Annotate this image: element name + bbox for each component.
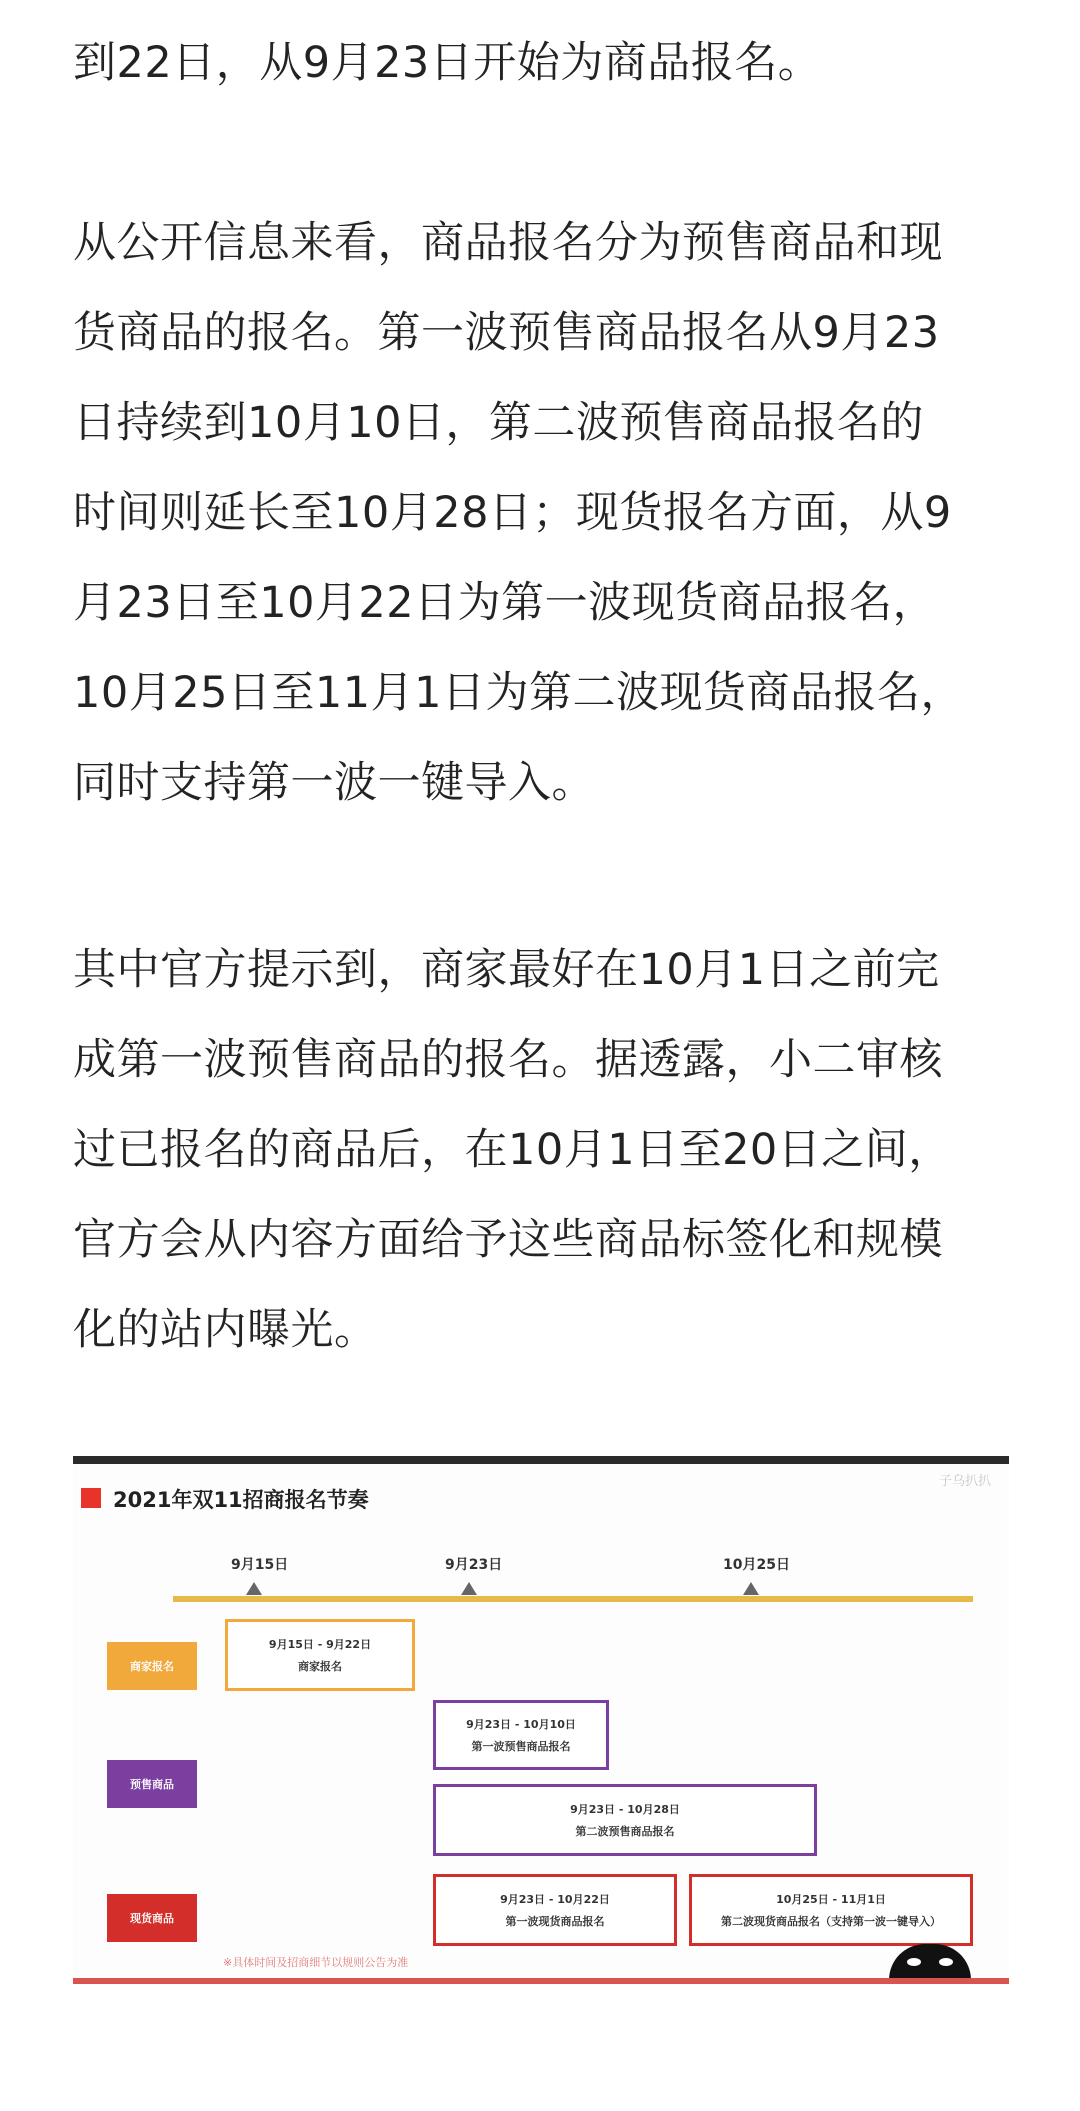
box-dates: 9月23日 - 10月10日 xyxy=(466,1718,576,1731)
timeline-marker xyxy=(461,1582,477,1595)
box-dates: 10月25日 - 11月1日 xyxy=(776,1893,886,1906)
timeline-marker xyxy=(743,1582,759,1595)
box-label: 第一波预售商品报名 xyxy=(471,1740,571,1753)
text-line: 过已报名的商品后，在10月1日至20日之间， xyxy=(73,1125,952,1175)
text-line: 化的站内曝光。 xyxy=(73,1305,378,1355)
paragraph-1 xyxy=(73,18,1013,108)
figure-title: 2021年双11招商报名节奏 xyxy=(113,1488,369,1512)
text-line: 月23日至10月22日为第一波现货商品报名， xyxy=(73,578,937,628)
text-line: 货商品的报名。第一波预售商品报名从9月23 xyxy=(73,308,940,358)
title-marker xyxy=(81,1488,101,1508)
box-label: 第二波现货商品报名（支持第一波一键导入） xyxy=(721,1915,941,1928)
figure-bottom-line xyxy=(73,1978,1009,1984)
timeline-marker xyxy=(246,1582,262,1595)
text-line: 从公开信息来看，商品报名分为预售商品和现 xyxy=(73,218,943,268)
box-presale-1 xyxy=(433,1700,609,1770)
box-dates: 9月23日 - 10月28日 xyxy=(570,1803,680,1816)
date-label: 10月25日 xyxy=(723,1557,790,1573)
box-dates: 9月23日 - 10月22日 xyxy=(500,1893,610,1906)
text-line: 10月25日至11月1日为第二波现货商品报名， xyxy=(73,668,965,718)
text-line: 官方会从内容方面给予这些商品标签化和规模 xyxy=(73,1215,943,1265)
cat-eye-icon xyxy=(939,1958,953,1966)
box-label: 商家报名 xyxy=(298,1660,342,1673)
footnote: ※具体时间及招商细节以规则公告为准 xyxy=(223,1956,409,1969)
category-merchant: 商家报名 xyxy=(107,1642,197,1690)
date-label: 9月23日 xyxy=(445,1557,503,1573)
text-line: 时间则延长至10月28日；现货报名方面，从9 xyxy=(73,488,952,538)
box-spot-2 xyxy=(689,1874,973,1946)
box-spot-1 xyxy=(433,1874,677,1946)
box-dates: 9月15日 - 9月22日 xyxy=(268,1638,372,1651)
text-line: 同时支持第一波一键导入。 xyxy=(73,758,595,808)
box-label: 第二波预售商品报名 xyxy=(575,1825,675,1838)
timeline-figure[interactable] xyxy=(73,1456,1009,1984)
paragraph-3 xyxy=(73,925,1013,1375)
date-label: 9月15日 xyxy=(231,1557,289,1573)
text-line: 日持续到10月10日，第二波预售商品报名的 xyxy=(73,398,924,448)
box-merchant xyxy=(225,1619,415,1691)
tmall-cat-icon xyxy=(889,1944,971,1980)
timeline-bar xyxy=(173,1596,973,1602)
paragraph-2 xyxy=(73,198,1013,828)
text-line: 其中官方提示到，商家最好在10月1日之前完 xyxy=(73,945,940,995)
text-line: 到22日，从9月23日开始为商品报名。 xyxy=(73,38,822,88)
category-presale: 预售商品 xyxy=(107,1760,197,1808)
box-label: 第一波现货商品报名 xyxy=(505,1915,605,1928)
text-line: 成第一波预售商品的报名。据透露，小二审核 xyxy=(73,1035,943,1085)
watermark: 子乌扒扒 xyxy=(938,1474,991,1489)
cat-eye-icon xyxy=(907,1958,921,1966)
box-presale-2 xyxy=(433,1784,817,1856)
category-spot: 现货商品 xyxy=(107,1894,197,1942)
